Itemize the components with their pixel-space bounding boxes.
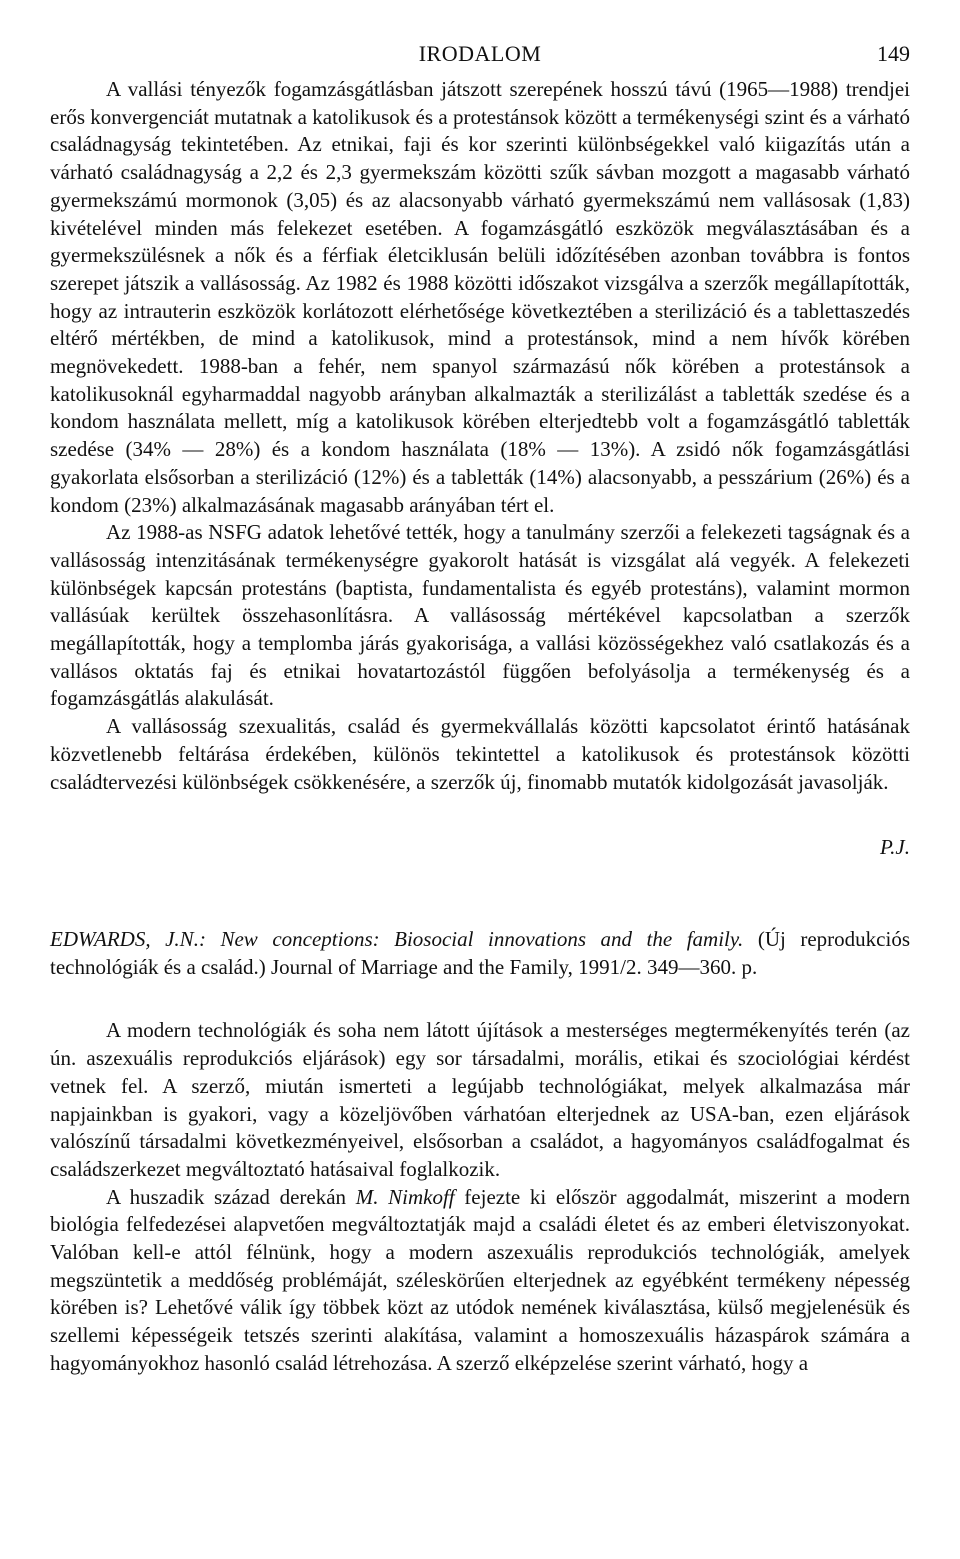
citation-author-title: EDWARDS, J.N.: New conceptions: Biosocial innovations and the family.: [50, 926, 744, 951]
paragraph-text: A huszadik század derekán: [106, 1184, 347, 1209]
running-head: IRODALOM: [418, 41, 542, 66]
reviewer-signature: P.J.: [880, 835, 910, 860]
body-paragraph: Az 1988-as NSFG adatok lehetővé tették, hogy a tanulmány szerzői a felekezeti tagságnak és a vallásosság intenzitásának termékenységre gyakorolt hatását is vizsgálat alá vegyék. A felekezeti különbségek kapcsán protestáns (baptista, fundamentalista és egyéb protestáns), valamint mormon vallásúak kerültek összehasonlításra. A vallásosság mértékével kapcsolatban a szerzők megállapították, hogy a templomba járás gyakorisága, a vallási közösségekhez való csatlakozás és a vallásos oktatás faj és etnikai hovatartozástól függően befolyásolja a termékenység és a fogamzásgátlás alakulását.: [50, 520, 910, 711]
page-number: 149: [877, 41, 910, 66]
review-section-previous: [50, 76, 910, 862]
body-paragraph: A modern technológiák és soha nem látott újítások a mesterséges megtermékenyítés terén (az ún. aszexuális reprodukciós eljárások) egy sor társadalmi, morális, etikai és szociológiai kérdést vetnek fel. A szerző, miután ismerteti a legújabb technológiákat, melyek alkalmazása már napjainkban is gyakori, vagy a közeljövőben várhatóan elterjednek az USA-ban, ezen eljárások valószínű társadalmi következményeivel, elsősorban a családot, a hagyományos családfogalmat és családszerkezet megváltoztató hatásaival foglalkozik.: [50, 1018, 910, 1181]
body-paragraph: A vallási tényezők fogamzásgátlásban játszott szerepének hosszú távú (1965—1988) trendjei erős konvergenciát mutatnak a katolikusok és a protestánsok között a termékenységi szint és a várható családnagyság tekintetében. Az etnikai, faji és kor szerinti különbségekkel való kiigazítás után a várható családnagyság a 2,2 és 2,3 gyermekszám közötti szűk sávban mozgott a magasabb várható gyermekszámú mormonok (3,05) és az alacsonyabb várható gyermekszámú nem vallásosak (1,83) kivételével minden más felekezet esetében. A fogamzásgátló eszközök megválasztásában és a gyermekszülésnek a nők és a férfiak életciklusán belüli időzítésében azonban továbbra is fontos szerepet játszik a vallásosság. Az 1982 és 1988 közötti időszakot vizsgálva a szerzők megállapították, hogy az intrauterin eszközök korlátozott elérhetősége következtében a sterilizáció és a tablettaszedés eltérő mértékben, de mind a katolikusok, mind a protestánsok, mind a nem hívők körében megnövekedett. 1988-ban a fehér, nem spanyol származású nők körében a protestánsok a katolikusoknál egyharmaddal nagyobb arányban alkalmazták a sterilizálást a tabletták szedése és a kondom használata mellett, míg a katolikusok körében elterjedtebb volt a fogamzásgátló tabletták szedése (34% — 28%) és a kondom használata (18% — 13%). A zsidó nők fogamzásgátlási gyakorlata elsősorban a sterilizáció (12%) és a tabletták (14%) alacsonyabb, a pesszárium (26%) és a kondom (23%) alkalmazásának magasabb arányában tért el.: [50, 77, 910, 517]
person-name: M. Nimkoff: [355, 1184, 455, 1209]
paragraph-text: fejezte ki először aggodalmát, miszerint a modern biológia felfedezései alapvetően megváltoztatják majd a családi életet és az emberi életviszonyokat. Valóban kell-e attól félnünk, hogy a modern aszexuális reprodukciós technológiák, amelyek megszüntetik a meddőség problémáját, széleskörűen elterjednek az egyébként termékeny népesség körében is? Lehetővé válik így többek közt az utódok nemének kiválasztása, külső megjelenésük és szellemi képességeik tetszés szerinti alakítása, valamint a homoszexuális házaspárok számára a hagyományokhoz hasonló család létrehozása. A szerző elképzelése szerint várható, hogy a: [50, 1184, 911, 1375]
review-section: [50, 1017, 910, 1377]
citation-details: (Új reprodukciós technológiák és a család.) Journal of Marriage and the Family, 1991/2. 349—360. p.: [50, 926, 910, 979]
bibliographic-citation: [50, 926, 910, 981]
document-page: [50, 40, 910, 1378]
body-paragraph: [50, 1184, 910, 1378]
body-paragraph: A vallásosság szexualitás, család és gyermekvállalás közötti kapcsolatot érintő hatásának közvetlenebb feltárása érdekében, különös tekintettel a katolikusok és protestánsok közötti családtervezési különbségek csökkenésére, a szerzők új, finomabb mutatók kidolgozását javasolják.: [50, 714, 910, 794]
page-header: [50, 40, 910, 76]
